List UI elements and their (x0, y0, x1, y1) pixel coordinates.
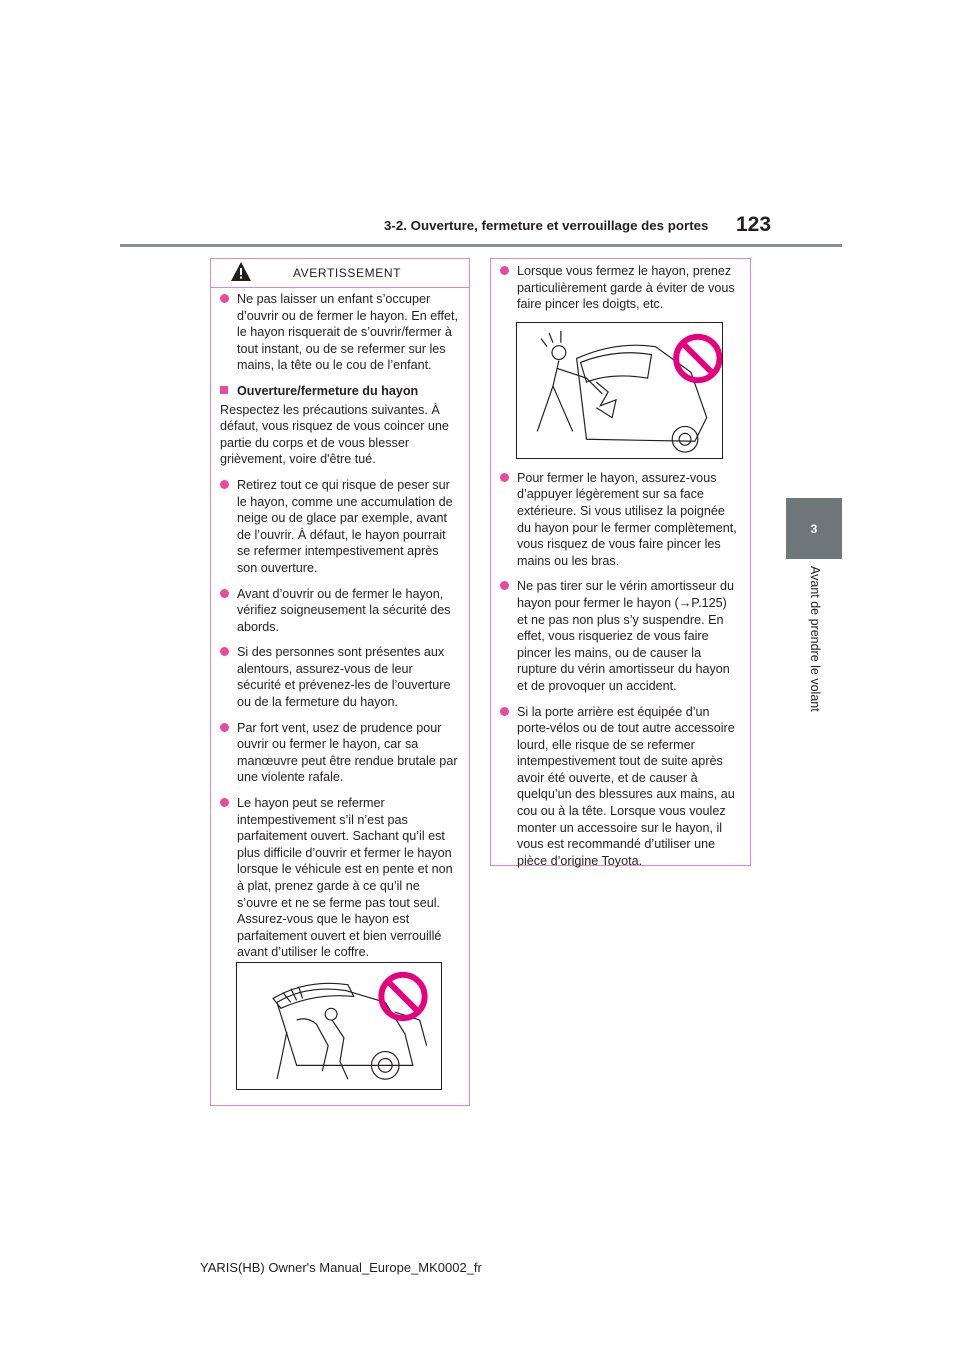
bullet-dot-icon (220, 647, 229, 656)
bullet-dot-icon (500, 707, 509, 716)
square-bullet-icon (220, 386, 228, 394)
header-rule (120, 244, 842, 247)
footer-manual-id: YARIS(HB) Owner's Manual_Europe_MK0002_fr (200, 1260, 482, 1275)
warning-triangle-icon (230, 261, 252, 283)
warning-bullet: Retirez tout ce qui risque de peser sur le hayon, comme une accumulation de neige ou de glace par exemple, avant de l’ouvrir. À défaut, le hayon pourrait se refermer intempestivement après son ouverture. (220, 477, 458, 577)
bullet-dot-icon (220, 589, 229, 598)
illustration-left (237, 963, 441, 1089)
prohibited-tailgate-wind-icon (236, 962, 442, 1090)
warning-intro: Respectez les précautions suivantes. À défaut, vous risquez de vous coincer une partie du corps et de vous blesser grièvement, voire d'être tué. (220, 402, 449, 467)
warning-bullet: Ne pas tirer sur le vérin amortisseur du hayon pour fermer le hayon (→P.125) et ne pas non plus s’y suspendre. En effet, vous risqueriez de vous faire pincer les mains, ou de causer la rupture du vérin amortisseur du hayon et de provoquer un accident. (500, 578, 739, 694)
warning-title: AVERTISSEMENT (292, 265, 402, 280)
bullet-dot-icon (500, 266, 509, 275)
bullet-dot-icon (220, 723, 229, 732)
prohibited-tailgate-pinch-icon (516, 322, 723, 459)
warning-bullet: Avant d’ouvrir ou de fermer le hayon, vérifiez soigneusement la sécurité des abords. (220, 586, 458, 636)
warning-header (211, 259, 469, 288)
warning-bullet: Lorsque vous fermez le hayon, prenez particulièrement garde à éviter de vous faire pincer les doigts, etc. (500, 263, 739, 313)
bullet-dot-icon (220, 798, 229, 807)
illustration-right (517, 323, 722, 458)
bullet-dot-icon (220, 294, 229, 303)
chapter-tab[interactable]: 3 (786, 498, 842, 559)
bullet-dot-icon (500, 473, 509, 482)
chapter-title: Avant de prendre le volant (808, 566, 822, 712)
section-header-title: 3-2. Ouverture, fermeture et verrouillage des portes (384, 218, 709, 233)
warning-bullet: Ne pas laisser un enfant s’occuper d’ouvrir ou de fermer le hayon. En effet, le hayon risquerait de s’ouvrir/fermer à tout instant, ou de se refermer sur les mains, la tête ou le cou de l’enfant. (220, 291, 458, 374)
bullet-dot-icon (500, 581, 509, 590)
warning-bullet: Par fort vent, usez de prudence pour ouvrir ou fermer le hayon, car sa manœuvre peut être rendue brutale par une violente rafale. (220, 720, 458, 786)
warning-bullet: Pour fermer le hayon, assurez-vous d’appuyer légèrement sur sa face extérieure. Si vous utilisez la poignée du hayon pour le fermer complètement, vous risquez de vous faire pincer les mains ou les bras. (500, 470, 739, 570)
bullet-dot-icon (220, 480, 229, 489)
page-number: 123 (736, 213, 772, 236)
warning-bullet: Si des personnes sont présentes aux alentours, assurez-vous de leur sécurité et prévenez-les de l’ouverture ou de la fermeture du hayon. (220, 644, 458, 710)
warning-bullet: Si la porte arrière est équipée d’un porte-vélos ou de tout autre accessoire lourd, elle risque de se refermer intempestivement tout de suite après avoir été ouverte, et de causer à quelqu’un des blessures aux mains, au cou ou à la tête. Lorsque vous voulez monter un accessoire sur le hayon, il vous est recommandé d’utiliser une pièce d’origine Toyota. (500, 704, 739, 870)
warning-bullet: Le hayon peut se refermer intempestivement s’il n’est pas parfaitement ouvert. Sachant qu’il est plus difficile d’ouvrir et fermer le hayon lorsque le véhicule est en pente et non à plat, prenez garde à ce qu’il ne s’ouvre et ne se ferme pas tout seul. Assurez-vous que le hayon est parfaitement ouvert et bien verrouillé avant d’utiliser le coffre. (220, 795, 458, 961)
warning-subheading: Ouverture/fermeture du hayon (220, 383, 458, 400)
